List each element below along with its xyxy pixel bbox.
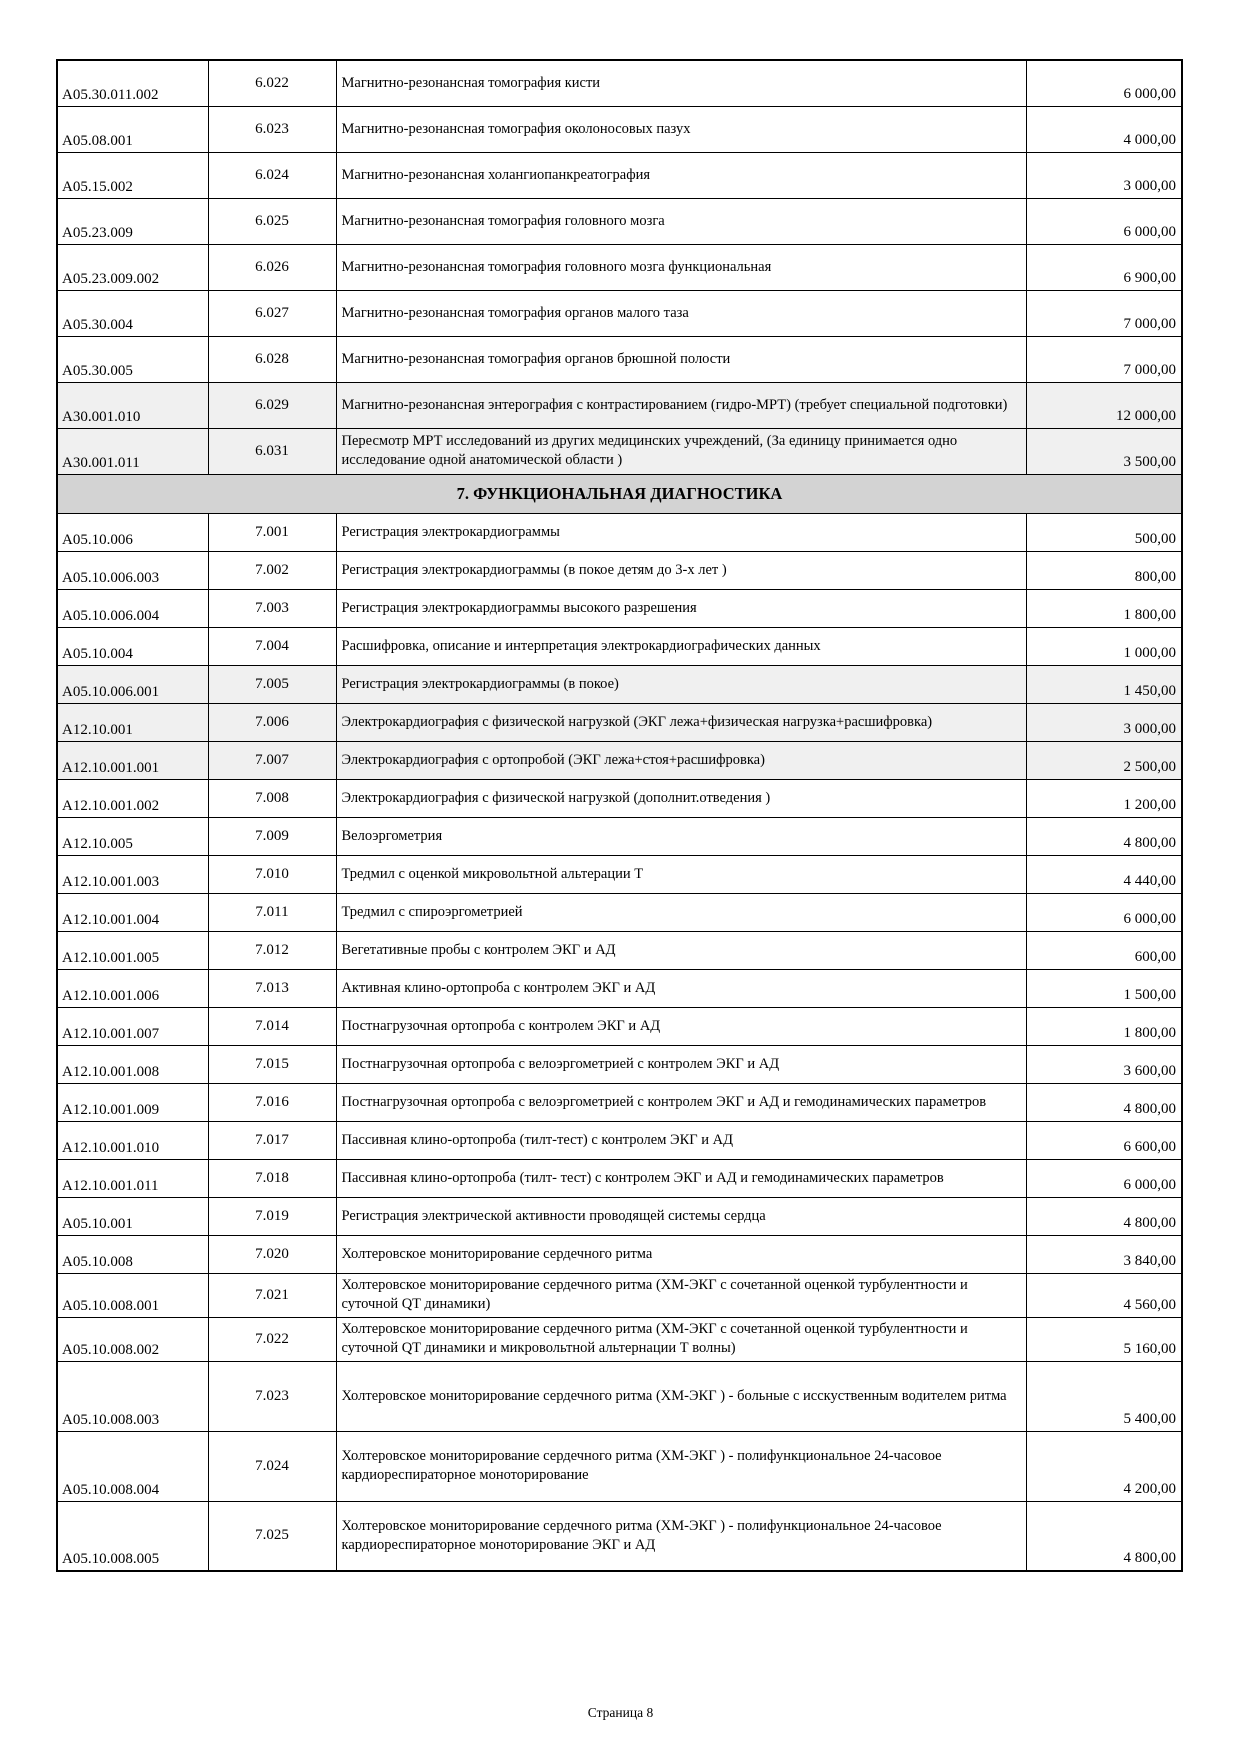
service-name-cell: Магнитно-резонансная томография головного мозга функциональная — [336, 244, 1026, 290]
table-row — [57, 1501, 1182, 1571]
code-cell: А05.10.008.003 — [57, 1361, 208, 1431]
code-cell: А12.10.001.007 — [57, 1007, 208, 1045]
code-cell: А12.10.001.004 — [57, 893, 208, 931]
section-header-title: 7. ФУНКЦИОНАЛЬНАЯ ДИАГНОСТИКА — [57, 474, 1182, 513]
service-name-cell: Холтеровское мониторирование сердечного ритма (ХМ-ЭКГ ) - полифункциональное 24-часовое кардиореспираторное моноторирование ЭКГ и АД — [336, 1501, 1026, 1571]
number-cell: 7.014 — [208, 1007, 336, 1045]
price-cell: 4 440,00 — [1026, 855, 1182, 893]
service-name-cell: Холтеровское мониторирование сердечного ритма (ХМ-ЭКГ ) - больные с исскуственным водителем ритма — [336, 1361, 1026, 1431]
price-cell: 4 200,00 — [1026, 1431, 1182, 1501]
table-row — [57, 1317, 1182, 1361]
table-row — [57, 1121, 1182, 1159]
price-cell: 3 500,00 — [1026, 428, 1182, 474]
table-row — [57, 1361, 1182, 1431]
service-name-cell: Регистрация электрокардиограммы высокого разрешения — [336, 589, 1026, 627]
number-cell: 6.027 — [208, 290, 336, 336]
number-cell: 7.007 — [208, 741, 336, 779]
service-name-cell: Холтеровское мониторирование сердечного ритма — [336, 1235, 1026, 1273]
number-cell: 7.020 — [208, 1235, 336, 1273]
table-row — [57, 969, 1182, 1007]
code-cell: А30.001.010 — [57, 382, 208, 428]
code-cell: А12.10.001.002 — [57, 779, 208, 817]
code-cell: А05.30.005 — [57, 336, 208, 382]
number-cell: 6.026 — [208, 244, 336, 290]
table-row — [57, 152, 1182, 198]
number-cell: 6.029 — [208, 382, 336, 428]
table-row — [57, 893, 1182, 931]
code-cell: А12.10.001.011 — [57, 1159, 208, 1197]
code-cell: А12.10.001.005 — [57, 931, 208, 969]
price-cell: 5 160,00 — [1026, 1317, 1182, 1361]
table-row — [57, 627, 1182, 665]
service-name-cell: Магнитно-резонансная энтерография с контрастированием (гидро-МРТ) (требует специальной подготовки) — [336, 382, 1026, 428]
table-row — [57, 106, 1182, 152]
number-cell: 7.006 — [208, 703, 336, 741]
service-name-cell: Активная клино-ортопроба с контролем ЭКГ и АД — [336, 969, 1026, 1007]
price-cell: 500,00 — [1026, 513, 1182, 551]
number-cell: 7.003 — [208, 589, 336, 627]
number-cell: 7.011 — [208, 893, 336, 931]
table-row — [57, 1045, 1182, 1083]
number-cell: 6.023 — [208, 106, 336, 152]
service-name-cell: Регистрация электрокардиограммы (в покое) — [336, 665, 1026, 703]
code-cell: А05.10.006.004 — [57, 589, 208, 627]
price-cell: 4 800,00 — [1026, 1083, 1182, 1121]
table-row — [57, 1083, 1182, 1121]
table-row — [57, 1197, 1182, 1235]
code-cell: А12.10.001.009 — [57, 1083, 208, 1121]
service-name-cell: Пассивная клино-ортопроба (тилт- тест) с контролем ЭКГ и АД и гемодинамических параметров — [336, 1159, 1026, 1197]
price-cell: 800,00 — [1026, 551, 1182, 589]
page-footer: Страница 8 — [587, 1705, 654, 1720]
code-cell: А12.10.005 — [57, 817, 208, 855]
table-row — [57, 741, 1182, 779]
code-cell: А05.30.004 — [57, 290, 208, 336]
code-cell: А05.10.006 — [57, 513, 208, 551]
service-name-cell: Регистрация электрокардиограммы (в покое детям до 3-х лет ) — [336, 551, 1026, 589]
number-cell: 7.017 — [208, 1121, 336, 1159]
service-name-cell: Электрокардиография с физической нагрузкой (дополнит.отведения ) — [336, 779, 1026, 817]
table-row — [57, 244, 1182, 290]
service-name-cell: Тредмил с оценкой микровольтной альтерации Т — [336, 855, 1026, 893]
number-cell: 7.016 — [208, 1083, 336, 1121]
code-cell: А05.10.001 — [57, 1197, 208, 1235]
table-row — [57, 428, 1182, 474]
price-cell: 4 000,00 — [1026, 106, 1182, 152]
number-cell: 6.024 — [208, 152, 336, 198]
table-row — [57, 931, 1182, 969]
service-name-cell: Постнагрузочная ортопроба с контролем ЭКГ и АД — [336, 1007, 1026, 1045]
code-cell: А05.10.008.005 — [57, 1501, 208, 1571]
price-cell: 4 800,00 — [1026, 817, 1182, 855]
number-cell: 7.012 — [208, 931, 336, 969]
code-cell: А05.30.011.002 — [57, 60, 208, 106]
number-cell: 7.010 — [208, 855, 336, 893]
service-name-cell: Холтеровское мониторирование сердечного ритма (ХМ-ЭКГ с сочетанной оценкой турбулентности и суточной QT динамики) — [336, 1273, 1026, 1317]
code-cell: А12.10.001.001 — [57, 741, 208, 779]
price-cell: 6 900,00 — [1026, 244, 1182, 290]
service-name-cell: Пересмотр МРТ исследований из других медицинских учреждений, (За единицу принимается одно исследование одной анатомической области ) — [336, 428, 1026, 474]
table-row — [57, 1235, 1182, 1273]
code-cell: А05.10.008.004 — [57, 1431, 208, 1501]
table-row — [57, 1159, 1182, 1197]
price-cell: 6 000,00 — [1026, 893, 1182, 931]
section-header-row — [57, 474, 1182, 513]
price-cell: 2 500,00 — [1026, 741, 1182, 779]
service-name-cell: Магнитно-резонансная томография головного мозга — [336, 198, 1026, 244]
code-cell: А12.10.001.010 — [57, 1121, 208, 1159]
service-name-cell: Регистрация электрической активности проводящей системы сердца — [336, 1197, 1026, 1235]
number-cell: 7.002 — [208, 551, 336, 589]
number-cell: 6.028 — [208, 336, 336, 382]
price-cell: 4 560,00 — [1026, 1273, 1182, 1317]
table-row — [57, 779, 1182, 817]
number-cell: 7.004 — [208, 627, 336, 665]
price-cell: 6 000,00 — [1026, 198, 1182, 244]
price-cell: 1 800,00 — [1026, 589, 1182, 627]
code-cell: А12.10.001 — [57, 703, 208, 741]
service-name-cell: Магнитно-резонансная томография органов брюшной полости — [336, 336, 1026, 382]
number-cell: 7.022 — [208, 1317, 336, 1361]
price-cell: 4 800,00 — [1026, 1501, 1182, 1571]
price-cell: 1 800,00 — [1026, 1007, 1182, 1045]
service-name-cell: Магнитно-резонансная томография органов малого таза — [336, 290, 1026, 336]
table-row — [57, 855, 1182, 893]
price-cell: 12 000,00 — [1026, 382, 1182, 428]
price-cell: 3 600,00 — [1026, 1045, 1182, 1083]
price-cell: 1 200,00 — [1026, 779, 1182, 817]
price-cell: 7 000,00 — [1026, 290, 1182, 336]
service-name-cell: Магнитно-резонансная холангиопанкреатография — [336, 152, 1026, 198]
table-row — [57, 198, 1182, 244]
number-cell: 6.025 — [208, 198, 336, 244]
price-cell: 3 000,00 — [1026, 703, 1182, 741]
price-cell: 4 800,00 — [1026, 1197, 1182, 1235]
number-cell: 7.008 — [208, 779, 336, 817]
service-name-cell: Магнитно-резонансная томография околоносовых пазух — [336, 106, 1026, 152]
service-name-cell: Регистрация электрокардиограммы — [336, 513, 1026, 551]
number-cell: 7.009 — [208, 817, 336, 855]
price-cell: 6 600,00 — [1026, 1121, 1182, 1159]
price-cell: 1 500,00 — [1026, 969, 1182, 1007]
service-name-cell: Тредмил с спироэргометрией — [336, 893, 1026, 931]
service-name-cell: Пассивная клино-ортопроба (тилт-тест) с контролем ЭКГ и АД — [336, 1121, 1026, 1159]
service-name-cell: Холтеровское мониторирование сердечного ритма (ХМ-ЭКГ с сочетанной оценкой турбулентности и суточной QT динамики и микровольтной альтернации Т волны) — [336, 1317, 1026, 1361]
service-name-cell: Электрокардиография с ортопробой (ЭКГ лежа+стоя+расшифровка) — [336, 741, 1026, 779]
code-cell: А05.10.006.001 — [57, 665, 208, 703]
price-table-body — [57, 60, 1182, 1571]
number-cell: 7.018 — [208, 1159, 336, 1197]
table-row — [57, 589, 1182, 627]
number-cell: 7.013 — [208, 969, 336, 1007]
table-row — [57, 817, 1182, 855]
code-cell: А05.10.008.002 — [57, 1317, 208, 1361]
table-row — [57, 1273, 1182, 1317]
number-cell: 7.024 — [208, 1431, 336, 1501]
table-row — [57, 290, 1182, 336]
price-cell: 6 000,00 — [1026, 1159, 1182, 1197]
code-cell: А05.10.008 — [57, 1235, 208, 1273]
code-cell: А05.23.009 — [57, 198, 208, 244]
number-cell: 7.021 — [208, 1273, 336, 1317]
code-cell: А05.23.009.002 — [57, 244, 208, 290]
number-cell: 7.005 — [208, 665, 336, 703]
code-cell: А12.10.001.008 — [57, 1045, 208, 1083]
price-cell: 1 450,00 — [1026, 665, 1182, 703]
service-name-cell: Вегетативные пробы с контролем ЭКГ и АД — [336, 931, 1026, 969]
table-row — [57, 1431, 1182, 1501]
service-name-cell: Холтеровское мониторирование сердечного ритма (ХМ-ЭКГ ) - полифункциональное 24-часовое кардиореспираторное моноторирование — [336, 1431, 1026, 1501]
number-cell: 6.031 — [208, 428, 336, 474]
price-cell: 7 000,00 — [1026, 336, 1182, 382]
price-cell: 6 000,00 — [1026, 60, 1182, 106]
table-row — [57, 60, 1182, 106]
price-cell: 600,00 — [1026, 931, 1182, 969]
table-row — [57, 551, 1182, 589]
price-table — [56, 59, 1183, 1572]
code-cell: А05.10.006.003 — [57, 551, 208, 589]
code-cell: А05.08.001 — [57, 106, 208, 152]
price-cell: 3 840,00 — [1026, 1235, 1182, 1273]
number-cell: 7.015 — [208, 1045, 336, 1083]
code-cell: А05.15.002 — [57, 152, 208, 198]
table-row — [57, 665, 1182, 703]
service-name-cell: Магнитно-резонансная томография кисти — [336, 60, 1026, 106]
table-row — [57, 703, 1182, 741]
code-cell: А05.10.004 — [57, 627, 208, 665]
service-name-cell: Электрокардиография с физической нагрузкой (ЭКГ лежа+физическая нагрузка+расшифровка) — [336, 703, 1026, 741]
service-name-cell: Постнагрузочная ортопроба с велоэргометрией с контролем ЭКГ и АД и гемодинамических параметров — [336, 1083, 1026, 1121]
code-cell: А12.10.001.003 — [57, 855, 208, 893]
number-cell: 7.019 — [208, 1197, 336, 1235]
price-cell: 1 000,00 — [1026, 627, 1182, 665]
price-cell: 5 400,00 — [1026, 1361, 1182, 1431]
number-cell: 7.001 — [208, 513, 336, 551]
table-row — [57, 382, 1182, 428]
number-cell: 6.022 — [208, 60, 336, 106]
number-cell: 7.023 — [208, 1361, 336, 1431]
number-cell: 7.025 — [208, 1501, 336, 1571]
price-cell: 3 000,00 — [1026, 152, 1182, 198]
code-cell: А12.10.001.006 — [57, 969, 208, 1007]
table-row — [57, 336, 1182, 382]
code-cell: А05.10.008.001 — [57, 1273, 208, 1317]
table-row — [57, 1007, 1182, 1045]
service-name-cell: Велоэргометрия — [336, 817, 1026, 855]
service-name-cell: Постнагрузочная ортопроба с велоэргометрией с контролем ЭКГ и АД — [336, 1045, 1026, 1083]
service-name-cell: Расшифровка, описание и интерпретация электрокардиографических данных — [336, 627, 1026, 665]
table-row — [57, 513, 1182, 551]
code-cell: А30.001.011 — [57, 428, 208, 474]
